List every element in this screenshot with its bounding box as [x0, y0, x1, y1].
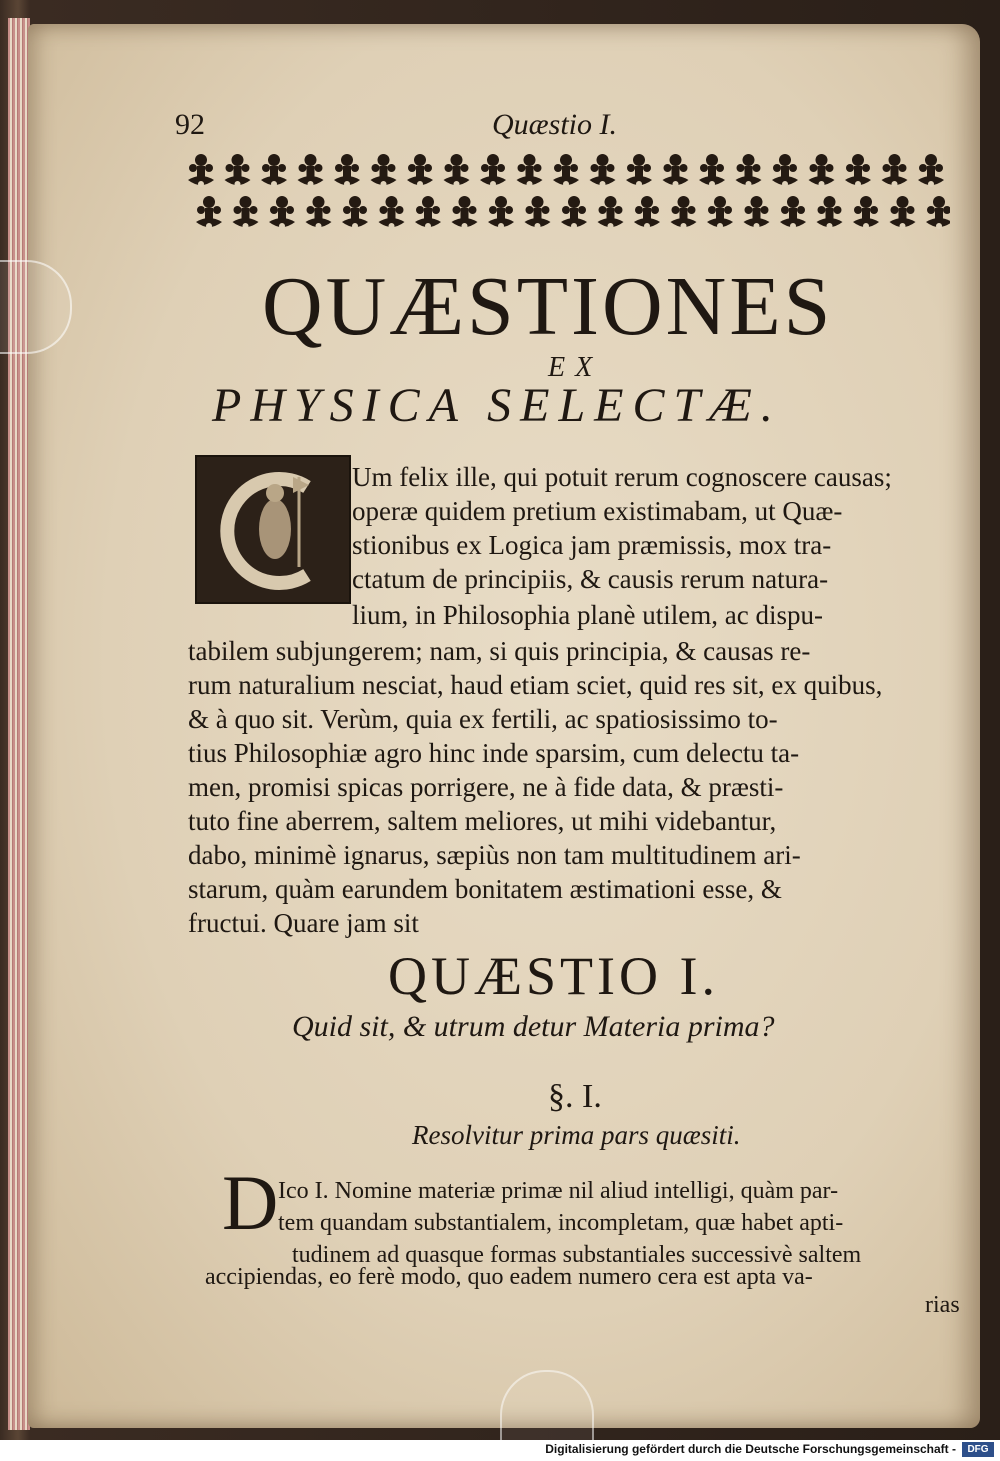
ornament-fleuron — [817, 196, 843, 229]
ornament-fleuron — [444, 154, 470, 187]
ornament-fleuron — [371, 154, 397, 187]
ornament-fleuron — [626, 154, 652, 187]
ornament-fleuron — [261, 154, 287, 187]
running-head: Quæstio I. — [492, 108, 618, 141]
dico-line: tem quandam substantialem, incompletam, quæ habet apti- — [278, 1210, 844, 1236]
ornament-fleuron — [188, 154, 214, 187]
ornament-fleuron — [488, 196, 514, 229]
dico-line: tudinem ad quasque formas substantiales successivè saltem — [292, 1242, 862, 1268]
intro-line: men, promisi spicas porrigere, ne à fide data, & præsti- — [188, 772, 784, 802]
ornament-fleuron — [561, 196, 587, 229]
question-subtitle: Quid sit, & utrum detur Materia prima? — [292, 1010, 775, 1043]
ornament-fleuron — [634, 196, 660, 229]
ornament-fleuron — [845, 154, 871, 187]
dfg-logo: DFG — [962, 1442, 994, 1457]
question-title: QUÆSTIO I. — [388, 946, 719, 1006]
ornament-fleuron — [379, 196, 405, 229]
footer-credit: Digitalisierung gefördert durch die Deutsche Forschungsgemeinschaft - — [545, 1442, 956, 1456]
ornament-fleuron — [736, 154, 762, 187]
intro-line: stionibus ex Logica jam præmissis, mox tra- — [352, 530, 832, 560]
intro-line: dabo, minimè ignarus, sæpiùs non tam multitudinem ari- — [188, 840, 801, 870]
intro-line: ctatum de principiis, & causis rerum natura- — [352, 564, 829, 594]
ornament-fleuron — [590, 154, 616, 187]
ornament-fleuron — [918, 154, 944, 187]
intro-line: Um felix ille, qui potuit rerum cognoscere causas; — [352, 462, 892, 492]
page-edge — [8, 18, 30, 1430]
intro-line: tabilem subjungerem; nam, si quis principia, & causas re- — [188, 636, 811, 666]
ornament-fleuron — [452, 196, 478, 229]
ornament-fleuron — [334, 154, 360, 187]
section-mark: §. I. — [548, 1078, 602, 1115]
ornament-fleuron — [598, 196, 624, 229]
ornament-fleuron — [342, 196, 368, 229]
intro-line: fructui. Quare jam sit — [188, 908, 419, 938]
intro-line: operæ quidem pretium existimabam, ut Quæ- — [352, 496, 843, 526]
main-title: QUÆSTIONES — [262, 260, 834, 353]
ornament-fleuron — [407, 154, 433, 187]
intro-line: starum, quàm earundem bonitatem æstimationi esse, & — [188, 874, 782, 904]
ornament-fleuron — [269, 196, 295, 229]
ornament-fleuron — [663, 154, 689, 187]
page-number: 92 — [175, 108, 205, 141]
ornament-fleuron — [699, 154, 725, 187]
decorated-initial-c — [195, 455, 351, 604]
intro-line: & à quo sit. Verùm, quia ex fertili, ac spatiosissimo to- — [188, 704, 778, 734]
ornament-fleuron — [853, 196, 879, 229]
intro-line: tuto fine aberrem, saltem meliores, ut mihi videbantur, — [188, 806, 777, 836]
ornament-fleuron — [926, 196, 950, 229]
intro-line: tius Philosophiæ agro hinc inde sparsim, cum delectu ta- — [188, 738, 800, 768]
ornament-fleuron — [525, 196, 551, 229]
dico-line: rias — [925, 1292, 960, 1318]
ornament-fleuron — [707, 196, 733, 229]
ornament-fleuron — [298, 154, 324, 187]
ornament-fleuron — [780, 196, 806, 229]
ornament-fleuron — [517, 154, 543, 187]
ornament-fleuron — [772, 154, 798, 187]
intro-line: rum naturalium nesciat, haud etiam sciet, quid res sit, ex quibus, — [188, 670, 883, 700]
ornament-fleuron — [671, 196, 697, 229]
title-ex: EX — [548, 352, 603, 383]
ornament-fleuron — [890, 196, 916, 229]
footer-bar — [0, 1440, 1000, 1461]
title-physica: PHYSICA SELECTÆ. — [212, 379, 782, 432]
ornament-fleuron — [809, 154, 835, 187]
ornament-band — [180, 148, 950, 236]
initial-d: D — [222, 1159, 279, 1246]
ornament-fleuron — [480, 154, 506, 187]
ornament-fleuron — [882, 154, 908, 187]
ornament-fleuron — [744, 196, 770, 229]
ornament-fleuron — [196, 196, 222, 229]
intro-line: lium, in Philosophia planè utilem, ac dispu- — [352, 600, 823, 630]
ornament-fleuron — [225, 154, 251, 187]
section-subtitle: Resolvitur prima pars quæsiti. — [412, 1120, 741, 1150]
ornament-fleuron — [553, 154, 579, 187]
ornament-fleuron — [233, 196, 259, 229]
ornament-fleuron — [306, 196, 332, 229]
ornament-fleuron — [415, 196, 441, 229]
dico-line: accipiendas, eo ferè modo, quo eadem numero cera est apta va- — [205, 1264, 813, 1290]
dico-line: Ico I. Nomine materiæ primæ nil aliud intelligi, quàm par- — [278, 1178, 839, 1204]
